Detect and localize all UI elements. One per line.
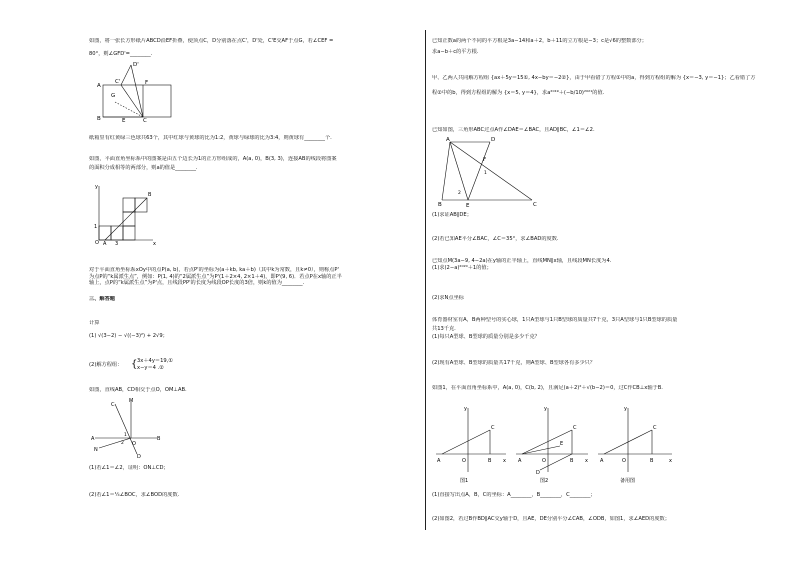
brace-icon: { xyxy=(131,359,138,370)
label-F: F xyxy=(483,157,487,163)
question-point xyxy=(432,258,762,271)
tick-3: 3 xyxy=(115,241,119,246)
column-divider xyxy=(425,30,426,530)
label-O: O xyxy=(95,240,99,246)
label-B: B xyxy=(438,202,442,208)
equation-1: 3x＋4y＝19,① xyxy=(137,358,174,364)
figure-caption-1: 图1 xyxy=(460,478,469,484)
fig2-label-O: O xyxy=(542,458,546,464)
fig1-label-A: A xyxy=(437,458,441,464)
calc-title: 计算 xyxy=(89,320,100,326)
question-text: 为点P的“k属派生点”，例如：P(1, 4)的“2属派生点”为P'(1＋2×4, 2×1＋4)，即P'(9, 6)．若点P在x轴的正半 xyxy=(89,273,342,280)
question-text: 已知正数a的两个不同的平方根是3a−14和a＋2，b＋11的立方根是−3；c是√6的整数部分； xyxy=(432,38,647,44)
label-B: B xyxy=(157,436,161,442)
question-text: 对于平面直角坐标系xOy中的点P(a, b)，若点P'的坐标为(a＋kb, ka＋b)（其中k为常数，且k≠0），则称点P' xyxy=(89,267,339,273)
question-point-part-2: (2)求N点坐标 xyxy=(432,295,464,301)
label-B: B xyxy=(148,192,152,198)
angle-1: 1 xyxy=(484,171,487,176)
fig2-label-x: x xyxy=(585,458,588,464)
question-root xyxy=(432,38,762,55)
question-text: (1)求(2−a)²⁰²⁰＋1的值； xyxy=(432,264,492,271)
label-B: B xyxy=(97,116,101,122)
calc-2-label: (2)解方程组： xyxy=(89,362,123,368)
question-text: 甲、乙两人共同解方程组 {ax＋5y＝15①, 4x−by＝−2②}，由于甲看错了方程①中的a，得到方程组的解为 {x＝−3, y＝−1}；乙看错了方 xyxy=(432,75,756,81)
label-C: C xyxy=(143,118,147,122)
label-D: D xyxy=(137,454,141,458)
label-A: A xyxy=(97,83,101,89)
calc-part-1: (1) √(3−2) − √((−3)²) + 2√9； xyxy=(89,333,168,339)
question-balls xyxy=(89,135,419,142)
question-text: 求a−b＋c的平方根. xyxy=(432,48,479,55)
question-lines: 如图，直线AB，CD相交于点O，OM⊥AB. xyxy=(89,387,187,393)
question-text: 共13千克. xyxy=(432,325,456,332)
fig2-label-D: D xyxy=(536,470,540,476)
question-triangle-part-2: (2)若已知AE平分∠BAC，∠C＝35°，求∠BAD的度数. xyxy=(432,236,559,242)
figure-caption-2: 图2 xyxy=(540,478,549,484)
question-attribute-points xyxy=(89,267,419,287)
question-fold xyxy=(89,38,419,57)
fig3-label-C: C xyxy=(653,425,657,431)
fig2-label-E: E xyxy=(560,441,564,447)
fig1-label-x: x xyxy=(503,458,506,464)
label-C1: C' xyxy=(115,79,121,85)
question-text: 的面积分成相等的两部分，则a的值是________. xyxy=(89,164,198,171)
angle-1: 1 xyxy=(124,433,127,438)
calc-part-2 xyxy=(89,358,419,374)
fig3-label-x: x xyxy=(669,458,672,464)
label-y: y xyxy=(95,184,98,190)
fig3-label-B: B xyxy=(650,458,654,464)
question-text: 已知点M(3a−9, 4−2a)在y轴的正半轴上，直线MN∥x轴，且线段MN长度为4. xyxy=(432,258,612,264)
question-squares xyxy=(89,156,419,171)
label-O: O xyxy=(132,441,136,447)
intersecting-lines-figure xyxy=(91,398,161,458)
label-N: N xyxy=(94,447,98,453)
angle-2: 2 xyxy=(121,441,124,446)
fig2-label-B: B xyxy=(570,458,574,464)
label-D1: D' xyxy=(133,62,139,68)
fig1-label-B: B xyxy=(488,458,492,464)
label-G: G xyxy=(111,93,116,99)
figure-caption-3: 备用图 xyxy=(620,478,636,484)
question-text: 轴上，点P的“k属派生点”为P'点，且线段PP'的长度为线段OP长度的3倍，则k的值为________. xyxy=(89,280,305,286)
question-text: (1)每只A型球、B型球的质量分别是多少千克？ xyxy=(432,334,540,340)
question-text: 80°，则∠GFD'=________. xyxy=(89,50,153,57)
squares-figure xyxy=(91,182,161,246)
fig2-label-A: A xyxy=(518,458,522,464)
label-A: A xyxy=(91,436,95,442)
question-lines-part-1: (1)若∠1＝∠2，证明：ON⊥CD； xyxy=(89,465,169,471)
label-A: A xyxy=(103,241,107,246)
question-text: 纸箱里有红黄绿三色球共63个，其中红球与黄球的比为1:2，黄球与绿球的比为3:4，则黄球有________个. xyxy=(89,135,332,141)
angle-2: 2 xyxy=(458,191,461,196)
fig3-label-O: O xyxy=(622,458,626,464)
question-text: 体育器材室有A，B两种型号的实心球，1只A型球与1只B型球的质量共7千克，3只A型球与1只B型球的质量 xyxy=(432,317,678,323)
question-text: 程②中的b，得到方程组的解为 {x＝5, y＝4}，求a²⁰¹⁹＋(−b/10)²⁰²¹的值. xyxy=(432,89,605,96)
section-heading: 三、解答题 xyxy=(89,296,115,302)
question-coordinates-part-2: (2)如图2，若过B作BD∥AC交y轴于D，且AE，DE分别平分∠CAB，∠ODB，如图1，求∠AED的度数； xyxy=(432,516,670,522)
question-text: 如图，平面直角坐标系中的图案是由五个边长为1的正方形组成的，A(a, 0)，B(3, 3)，连接AB的线段将图案 xyxy=(89,156,337,162)
tick-1: 1 xyxy=(94,224,98,230)
question-system xyxy=(432,75,762,96)
coordinate-figures xyxy=(432,402,678,484)
question-text: 如图，将一张长方形纸片ABCD沿EF折叠，使顶点C，D分别落在点C'，D'处，C'E交AF于点G，若∠CEF = xyxy=(89,38,334,44)
folded-rectangle-figure xyxy=(93,60,183,122)
triangle-figure xyxy=(436,136,546,208)
question-triangle: 已知如图，三角形ABC过点A作∠DAE＝∠BAC，且AD∥BC，∠1＝∠2. xyxy=(432,127,595,133)
question-triangle-part-1: (1)求证AB∥DE； xyxy=(432,212,472,218)
label-E: E xyxy=(466,203,470,208)
fig1-label-C: C xyxy=(491,425,495,431)
label-A: A xyxy=(446,137,450,143)
label-x: x xyxy=(153,241,156,246)
label-M: M xyxy=(129,398,134,404)
equation-2: x−y＝4 .② xyxy=(137,365,164,371)
label-C: C xyxy=(533,202,537,208)
label-E: E xyxy=(122,118,126,122)
question-coordinates-part-1: (1)直接写出点A，B，C的坐标：A________，B________，C________； xyxy=(432,492,596,498)
label-F: F xyxy=(145,80,149,86)
fig2-label-y: y xyxy=(544,406,547,412)
question-coordinates: 如图1，在平面直角坐标系中，A(a, 0)，C(b, 2)，且满足(a＋2)²＋√(b−2)＝0，过C作CB⊥x轴于B. xyxy=(432,385,663,391)
fig1-label-y: y xyxy=(464,406,467,412)
question-equipment-part-2: (2)现有A型球、B型球的质量共17千克，则A型球、B型球各有多少只？ xyxy=(432,360,596,366)
fig2-label-C: C xyxy=(573,425,577,431)
fig1-label-O: O xyxy=(462,458,466,464)
fig3-label-A: A xyxy=(600,458,604,464)
question-lines-part-2: (2)若∠1＝¼∠BOC，求∠BOD的度数. xyxy=(89,492,180,498)
label-D: D xyxy=(491,137,496,143)
question-equipment xyxy=(432,317,762,341)
fig3-label-y: y xyxy=(624,406,627,412)
label-C: C xyxy=(111,402,115,408)
